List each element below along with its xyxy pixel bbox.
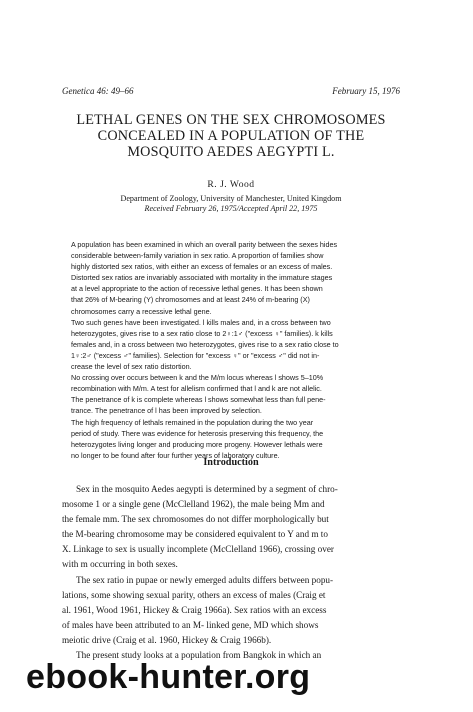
body-line: X. Linkage to sex is usually incomplete (McClelland 1966), crossing over <box>62 544 334 555</box>
body-line: meiotic drive (Craig et al. 1960, Hickey & Craig 1966b). <box>62 634 272 645</box>
journal-citation: Genetica 46: 49–66 <box>62 86 134 96</box>
author-affiliation: Department of Zoology, University of Manchester, United Kingdom <box>120 194 342 203</box>
abstract-line: recombination with M/m. A test for allelism confirmed that l and k are not allelic. <box>71 384 322 394</box>
abstract-line: crease the level of sex ratio distortion. <box>71 362 192 372</box>
body-line: the female mm. The sex chromosomes do not differ morphologically but <box>62 514 329 525</box>
body-line: al. 1961, Wood 1961, Hickey & Craig 1966a). Sex ratios with an excess <box>62 604 327 615</box>
abstract-line: females and, in a cross between two heterozygotes, gives rise to a sex ratio close to <box>71 339 339 349</box>
abstract-line: no longer to be found after four further years of laboratory culture. <box>71 450 280 460</box>
body-line: with m occurring in both sexes. <box>62 559 178 570</box>
introduction-body <box>62 482 402 663</box>
body-line: lations, some showing sexual parity, others an excess of males (Craig et <box>62 589 326 600</box>
abstract-line: Distorted sex ratios are invariably associated with mortality in the immature stages <box>71 273 333 283</box>
body-line: of males have been attributed to an M- linked gene, MD which shows <box>62 619 319 630</box>
article-title <box>62 112 400 160</box>
abstract-line: No crossing over occurs between k and the M/m locus whereas l shows 5–10% <box>71 373 324 383</box>
abstract-line: trance. The penetrance of l has been improved by selection. <box>71 406 262 416</box>
abstract-line: considerable between-family variation in sex ratio. A proportion of families show <box>71 251 324 261</box>
body-line: The sex ratio in pupae or newly emerged adults differs between popu- <box>76 574 334 585</box>
abstract-line: period of study. There was evidence for heterosis preserving this frequency, the <box>71 428 324 438</box>
abstract-line: A population has been examined in which an overall parity between the sexes hides <box>71 240 338 249</box>
abstract-line: that 26% of M-bearing (Y) chromosomes and at least 24% of m-bearing (X) <box>71 295 310 305</box>
abstract <box>71 239 393 461</box>
title-line: MOSQUITO AEDES AEGYPTI L. <box>127 144 335 160</box>
abstract-line: 1♀:2♂ ("excess ♂" families). Selection for "excess ♀" or "excess ♂" did not in- <box>71 350 320 360</box>
watermark-text: ebook-hunter.org <box>26 658 311 696</box>
abstract-line: heterozygotes, gives rise to a sex ratio close to 2♀:1♂ ("excess ♀" families). k kills <box>71 328 333 338</box>
abstract-line: heterozygotes living longer and producing more progeny. However lethals were <box>71 439 323 449</box>
author-name: R. J. Wood <box>207 179 255 190</box>
received-dates: Received February 26, 1975/Accepted April 22, 1975 <box>144 204 318 213</box>
title-line: LETHAL GENES ON THE SEX CHROMOSOMES <box>76 112 386 128</box>
abstract-line: The penetrance of k is complete whereas l shows somewhat less than full pene- <box>71 395 326 405</box>
running-head <box>62 86 400 96</box>
section-heading: Introduction <box>203 457 259 468</box>
body-line: mosome 1 or a single gene (McClelland 1962), the male being Mm and <box>62 499 325 510</box>
abstract-line: chromosomes carry a recessive lethal gene. <box>71 306 212 316</box>
body-line: the M-bearing chromosome may be considered equivalent to Y and m to <box>62 529 328 540</box>
abstract-line: highly distorted sex ratios, with either an excess of females or an excess of males. <box>71 262 333 272</box>
abstract-line: The high frequency of lethals remained in the population during the two year <box>71 417 314 427</box>
body-line: Sex in the mosquito Aedes aegypti is determined by a segment of chro- <box>76 484 338 494</box>
title-line: CONCEALED IN A POPULATION OF THE <box>97 128 365 144</box>
byline <box>62 179 400 213</box>
publication-date: February 15, 1976 <box>332 86 400 96</box>
abstract-line: Two such genes have been investigated. l kills males and, in a cross between two <box>71 317 331 327</box>
body-line: The present study looks at a population from Bangkok in which an <box>76 650 322 661</box>
abstract-line: at a level appropriate to the action of recessive lethal genes. It has been shown <box>71 284 323 294</box>
